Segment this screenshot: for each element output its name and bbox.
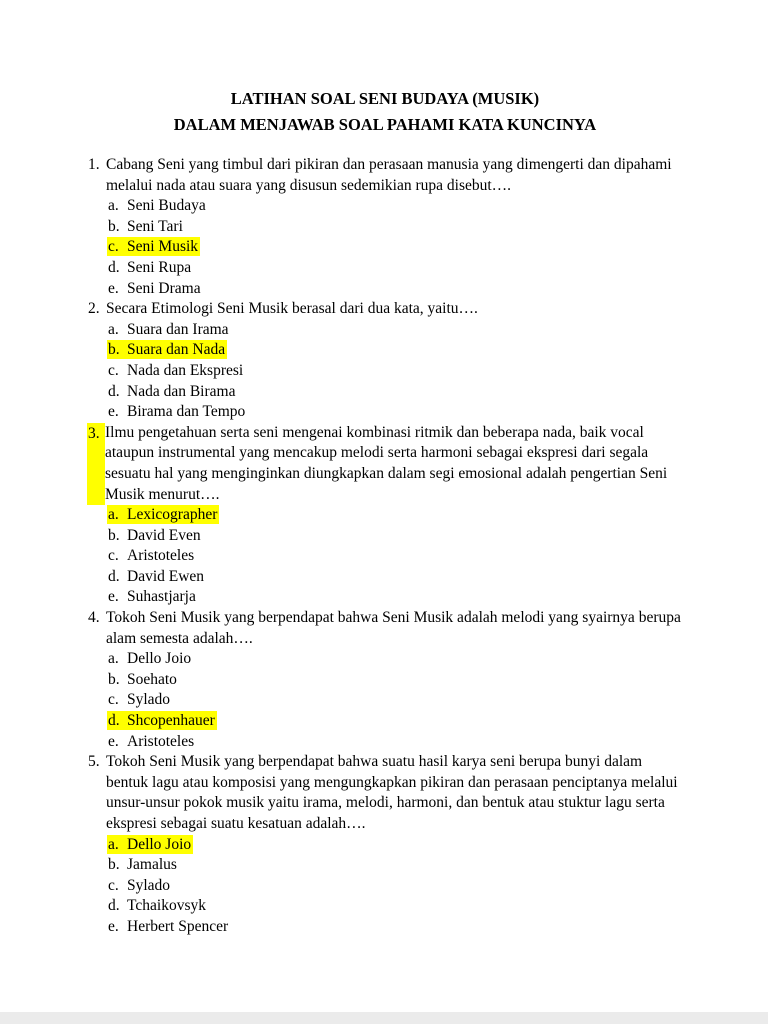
- option-label: c.: [108, 876, 119, 894]
- option-run: [107, 340, 227, 359]
- option-run: [108, 280, 201, 297]
- option-text: Suara dan Nada: [127, 341, 226, 359]
- option-label: c.: [108, 691, 119, 709]
- option-label: e.: [108, 279, 119, 297]
- option-text: Dello Joio: [127, 650, 192, 668]
- question-number: 5.: [88, 753, 100, 771]
- option-run: [107, 711, 217, 730]
- option-text: Nada dan Ekspresi: [127, 361, 244, 379]
- option-label: b.: [108, 217, 120, 235]
- option-text: Sylado: [127, 691, 171, 709]
- title-line-1: LATIHAN SOAL SENI BUDAYA (MUSIK): [230, 89, 540, 108]
- answer-option: [108, 670, 682, 691]
- question-list: [88, 155, 682, 938]
- option-text: Lexicographer: [127, 506, 218, 524]
- option-run: [108, 733, 194, 750]
- option-run: [108, 691, 170, 708]
- question-line: [88, 752, 682, 834]
- option-label: d.: [108, 567, 120, 585]
- answer-option: [108, 258, 682, 279]
- question-block: [88, 155, 682, 299]
- option-text: Sylado: [127, 876, 171, 894]
- option-text: Shcopenhauer: [127, 712, 215, 730]
- option-run: [108, 527, 201, 544]
- question-number: 4.: [88, 609, 100, 627]
- answer-option: [108, 855, 682, 876]
- option-text: Suara dan Irama: [127, 320, 229, 338]
- question-line: [88, 423, 682, 505]
- answer-option: [108, 237, 682, 258]
- option-run: [108, 877, 170, 894]
- option-label: a.: [108, 320, 119, 338]
- option-run: [108, 588, 196, 605]
- question-text: Tokoh Seni Musik yang berpendapat bahwa suatu hasil karya seni berupa bunyi dalam bentuk lagu atau komposisi yang mengungkapkan pikiran dan perasaan penciptanya melalui unsur-unsur pokok musik yaitu irama, melodi, harmoni, dan bentuk atau stuktur lagu serta ekspresi sebagai suatu kesatuan adalah….: [106, 753, 678, 832]
- option-label: a.: [108, 835, 119, 853]
- answer-option: [108, 690, 682, 711]
- answer-option: [108, 361, 682, 382]
- option-label: c.: [108, 238, 119, 256]
- option-label: d.: [108, 382, 120, 400]
- option-run: [108, 897, 206, 914]
- question-block: [88, 423, 682, 608]
- option-label: e.: [108, 917, 119, 935]
- option-run: [108, 650, 191, 667]
- option-label: b.: [108, 856, 120, 874]
- options-list: [108, 320, 682, 423]
- question-block: [88, 752, 682, 937]
- option-run: [108, 362, 243, 379]
- option-run: [108, 568, 204, 585]
- option-run: [108, 383, 235, 400]
- option-text: David Even: [127, 526, 201, 544]
- question-line: [88, 155, 682, 196]
- options-list: [108, 649, 682, 752]
- option-text: Tchaikovsyk: [127, 897, 206, 915]
- answer-option: [108, 196, 682, 217]
- answer-option: [108, 896, 682, 917]
- option-text: Seni Budaya: [127, 197, 206, 215]
- answer-option: [108, 402, 682, 423]
- answer-option: [108, 835, 682, 856]
- question-number: 1.: [88, 156, 100, 173]
- option-label: b.: [108, 670, 120, 688]
- options-list: [108, 196, 682, 299]
- option-text: Dello Joio: [127, 835, 192, 853]
- option-label: d.: [108, 258, 120, 276]
- answer-option: [108, 505, 682, 526]
- answer-option: [108, 711, 682, 732]
- document-title: [88, 86, 682, 138]
- answer-option: [108, 917, 682, 938]
- options-list: [108, 505, 682, 608]
- answer-option: [108, 340, 682, 361]
- option-text: Jamalus: [127, 856, 177, 874]
- option-run: [108, 197, 206, 214]
- option-text: Soehato: [127, 670, 177, 688]
- question-line: [88, 608, 682, 649]
- option-run: [108, 671, 177, 688]
- option-run: [108, 856, 177, 873]
- question-line: [88, 299, 682, 320]
- option-label: d.: [108, 897, 120, 915]
- option-text: Aristoteles: [127, 732, 195, 750]
- title-line-2: DALAM MENJAWAB SOAL PAHAMI KATA KUNCINYA: [173, 115, 597, 134]
- option-label: d.: [108, 712, 120, 730]
- answer-option: [108, 526, 682, 547]
- question-block: [88, 299, 682, 423]
- options-list: [108, 835, 682, 938]
- option-run: [108, 259, 191, 276]
- answer-option: [108, 546, 682, 567]
- option-text: Seni Musik: [127, 238, 199, 256]
- answer-option: [108, 587, 682, 608]
- option-text: Birama dan Tempo: [127, 403, 246, 421]
- option-label: a.: [108, 197, 119, 215]
- option-text: Herbert Spencer: [127, 917, 229, 935]
- option-run: [107, 835, 193, 854]
- option-run: [107, 505, 219, 524]
- option-run: [107, 237, 200, 256]
- question-number: 3.: [87, 423, 105, 505]
- option-text: Seni Drama: [127, 279, 201, 297]
- option-label: b.: [108, 526, 120, 544]
- option-label: c.: [108, 547, 119, 565]
- answer-option: [108, 876, 682, 897]
- answer-option: [108, 382, 682, 403]
- option-run: [108, 403, 245, 420]
- option-label: e.: [108, 732, 119, 750]
- option-text: Suhastjarja: [127, 588, 196, 606]
- option-run: [108, 218, 183, 235]
- question-text: Cabang Seni yang timbul dari pikiran dan perasaan manusia yang dimengerti dan dipahami melalui nada atau suara yang disusun sedemikian rupa disebut….: [106, 156, 672, 194]
- option-text: Nada dan Birama: [127, 382, 236, 400]
- answer-option: [108, 649, 682, 670]
- answer-option: [108, 217, 682, 238]
- option-run: [108, 321, 229, 338]
- answer-option: [108, 567, 682, 588]
- option-text: Seni Tari: [127, 217, 183, 235]
- option-label: e.: [108, 403, 119, 421]
- option-run: [108, 547, 194, 564]
- option-label: c.: [108, 361, 119, 379]
- answer-option: [108, 320, 682, 341]
- option-label: a.: [108, 506, 119, 524]
- question-text: Secara Etimologi Seni Musik berasal dari dua kata, yaitu….: [106, 300, 478, 318]
- question-text: Ilmu pengetahuan serta seni mengenai kombinasi ritmik dan beberapa nada, baik vocal ataupun instrumental yang mencakup melodi serta harmoni sebagai ekspresi dari segala sesuatu hal yang menginginkan diungkapkan dalam segi emosional adalah pengertian Seni Musik menurut….: [105, 423, 668, 503]
- question-block: [88, 608, 682, 752]
- option-label: b.: [108, 341, 120, 359]
- answer-option: [108, 279, 682, 300]
- question-text: Tokoh Seni Musik yang berpendapat bahwa Seni Musik adalah melodi yang syairnya berupa alam semesta adalah….: [106, 609, 681, 647]
- option-label: e.: [108, 588, 119, 606]
- option-label: a.: [108, 650, 119, 668]
- option-text: Seni Rupa: [127, 258, 192, 276]
- option-text: David Ewen: [127, 567, 205, 585]
- answer-option: [108, 732, 682, 753]
- option-run: [108, 918, 228, 935]
- question-number: 2.: [88, 300, 100, 318]
- option-text: Aristoteles: [127, 547, 195, 565]
